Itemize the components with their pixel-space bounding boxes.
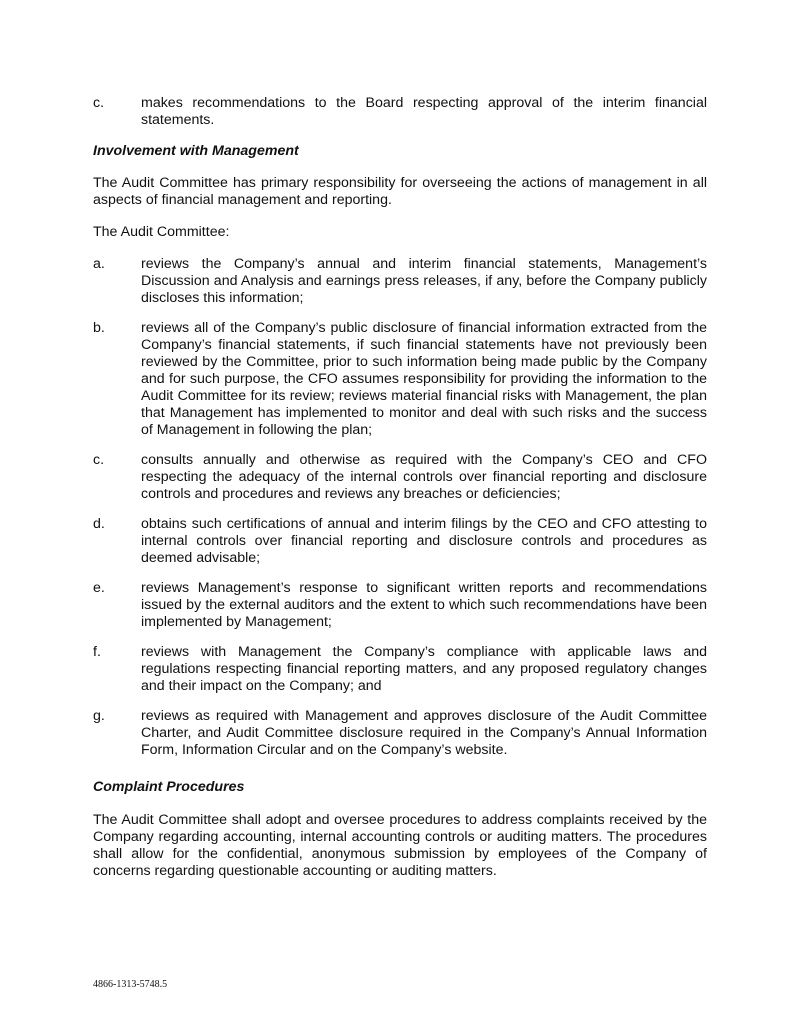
paragraph: The Audit Committee shall adopt and oversee procedures to address complaints received by the Company regarding accounting, internal accounting controls or auditing matters. The procedures shall allow for the confidential, anonymous submission by employees of the Company of concerns regarding questionable accounting or auditing matters. bbox=[93, 812, 707, 879]
item-label: g. bbox=[93, 708, 105, 724]
item-text: reviews Management’s response to significant written reports and recommendations issued by the external auditors and the extent to which such recommendations have been implemented by Management; bbox=[141, 580, 707, 630]
list-item bbox=[93, 256, 707, 307]
section-heading: Involvement with Management bbox=[93, 143, 299, 159]
item-label: c. bbox=[93, 452, 105, 468]
list-item bbox=[93, 95, 707, 129]
paragraph: The Audit Committee has primary responsibility for overseeing the actions of management in all aspects of financial management and reporting. bbox=[93, 175, 707, 208]
list-item bbox=[93, 516, 707, 567]
item-text: obtains such certifications of annual and interim filings by the CEO and CFO attesting to internal controls over financial reporting and disclosure controls and procedures as deemed advisable; bbox=[141, 516, 707, 566]
item-label: f. bbox=[93, 644, 101, 660]
list-item bbox=[93, 708, 707, 759]
item-label: d. bbox=[93, 516, 105, 532]
item-text: reviews the Company’s annual and interim financial statements, Management’s Discussion and Analysis and earnings press releases, if any, before the Company publicly discloses this information; bbox=[141, 256, 707, 306]
item-text: reviews as required with Management and approves disclosure of the Audit Committee Charter, and Audit Committee disclosure required in the Company’s Annual Information Form, Information Circular and on the Company’s website. bbox=[141, 708, 707, 758]
list-item bbox=[93, 320, 707, 439]
item-text: makes recommendations to the Board respecting approval of the interim financial statements. bbox=[141, 95, 707, 128]
item-text: reviews with Management the Company’s compliance with applicable laws and regulations respecting financial reporting matters, and any proposed regulatory changes and their impact on the Company; and bbox=[141, 644, 707, 694]
list-item bbox=[93, 452, 707, 503]
item-label: e. bbox=[93, 580, 105, 596]
section-heading: Complaint Procedures bbox=[93, 779, 245, 795]
item-text: consults annually and otherwise as required with the Company’s CEO and CFO respecting the adequacy of the internal controls over financial reporting and disclosure controls and procedures and reviews any breaches or deficiencies; bbox=[141, 452, 707, 502]
item-label: c. bbox=[93, 95, 105, 111]
item-label: b. bbox=[93, 320, 105, 336]
item-label: a. bbox=[93, 256, 105, 272]
paragraph: The Audit Committee: bbox=[93, 224, 230, 240]
document-id: 4866-1313-5748.5 bbox=[93, 979, 168, 990]
list-item bbox=[93, 580, 707, 631]
item-text: reviews all of the Company’s public disclosure of financial information extracted from the Company’s financial statements, if such financial statements have not previously been reviewed by the Committee, prior to such information being made public by the Company and for such purpose, the CFO assumes responsibility for providing the information to the Audit Committee for its review; reviews material financial risks with Management, the plan that Management has implemented to monitor and deal with such risks and the success of Management in following the plan; bbox=[141, 320, 707, 438]
list-item bbox=[93, 644, 707, 695]
